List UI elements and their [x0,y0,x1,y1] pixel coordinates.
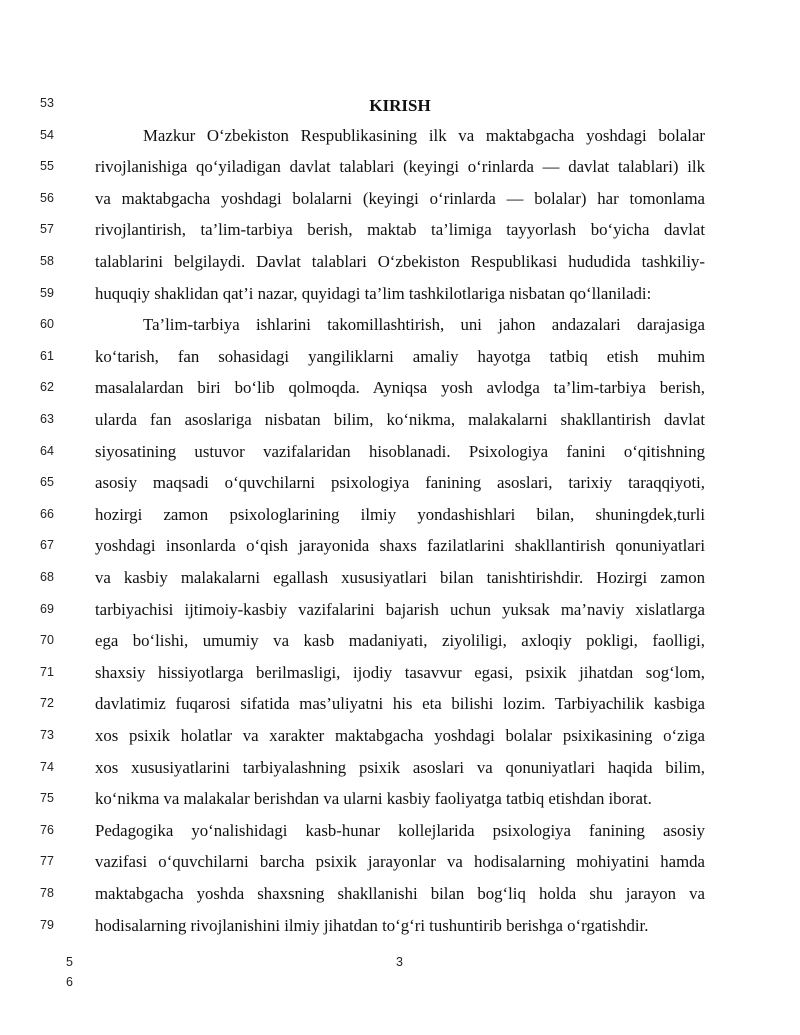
text-line: shaxsiy hissiyotlarga berilmasligi, ijodiy tasavvur egasi, psixik jihatdan sog‘lom, [95,662,705,682]
text-line: xos psixik holatlar va xarakter maktabgacha yoshdagi bolalar psixikasining o‘ziga [95,726,705,745]
line-number: 55 [40,159,54,174]
line-number: 60 [40,317,54,332]
line-number: 62 [40,380,54,395]
line-number: 57 [40,222,54,237]
text-line [95,88,705,120]
line-number: 61 [40,348,54,363]
line-number: 79 [40,917,54,932]
footer-line-number-5: 5 [66,955,73,969]
line-number: 76 [40,822,54,837]
line-number: 71 [40,664,54,679]
line-number: 53 [40,96,54,110]
text-line: hodisalarning rivojlanishini ilmiy jihatdan to‘g‘ri tushuntirib berishga o‘rgatishdir. [95,915,649,935]
line-number: 70 [40,633,54,648]
text-line: yoshdagi insonlarda o‘qish jarayonida shaxs fazilatlarini shakllantirish qonuniyatlari [95,536,705,556]
text-line: siyosatining ustuvor vazifalaridan hisoblanadi. Psixologiya fanini o‘qitishning [95,441,705,461]
text-line: maktabgacha yoshda shaxsning shakllanishi bilan bog‘liq holda shu jarayon va [95,884,705,903]
text-line: rivojlanishiga qo‘yiladigan davlat talablari (keyingi o‘rinlarda — davlat talablari) ilk [95,157,705,177]
line-number: 56 [40,190,54,205]
text-line: hozirgi zamon psixologlarining ilmiy yondashishlari bilan, shuningdek,turli [95,504,705,524]
text-line: Pedagogika yo‘nalishidagi kasb-hunar kollejlarida psixologiya fanining asosiy [95,820,705,840]
text-line: rivojlantirish, ta’lim-tarbiya berish, maktab ta’limiga tayyorlash bo‘yicha davlat [95,220,705,240]
text-line: davlatimiz fuqarosi sifatida mas’uliyatni his eta bilishi lozim. Tarbiyachilik kasbiga [95,694,705,714]
line-number: 54 [40,127,54,142]
text-line: ko‘nikma va malakalar berishdan va ularni kasbiy faoliyatga tatbiq etishdan iborat. [95,789,652,809]
text-line: masalalardan biri bo‘lib qolmoqda. Ayniqsa yosh avlodga ta’lim-tarbiya berish, [95,378,705,398]
line-number: 74 [40,759,54,774]
line-number: 77 [40,854,54,869]
line-number: 64 [40,443,54,458]
text-line: Mazkur O‘zbekiston Respublikasining ilk va maktabgacha yoshdagi bolalar [143,125,705,145]
line-number: 63 [40,412,54,426]
text-line: ko‘tarish, fan sohasidagi yangiliklarni amaliy hayotga tatbiq etish muhim [95,346,705,366]
line-number: 66 [40,506,54,521]
line-number: 59 [40,285,54,300]
footer-line-number-6: 6 [66,975,73,989]
line-number: 58 [40,254,54,268]
text-line: va maktabgacha yoshdagi bolalarni (keyingi o‘rinlarda — bolalar) har tomonlama [95,188,705,208]
text-line: xos xususiyatlarini tarbiyalashning psixik asoslari va qonuniyatlari haqida bilim, [95,757,705,777]
text-line: Ta’lim-tarbiya ishlarini takomillashtirish, uni jahon andazalari darajasiga [143,315,705,335]
text-line: vazifasi o‘quvchilarni barcha psixik jarayonlar va hodisalarning mohiyatini hamda [95,852,705,872]
text-line: asosiy maqsadi o‘quvchilarni psixologiya fanining asoslari, tarixiy taraqqiyoti, [95,473,705,493]
line-number: 67 [40,538,54,553]
text-line: ega bo‘lishi, umumiy va kasb madaniyati, ziyoliligi, axloqiy pokligi, faolligi, [95,631,705,651]
text-line: va kasbiy malakalarni egallash xususiyatlari bilan tanishtirishdir. Hozirgi zamon [95,568,705,587]
text-line: ularda fan asoslariga nisbatan bilim, ko‘nikma, malakalarni shakllantirish davlat [95,410,705,429]
text-line: huquqiy shaklidan qat’i nazar, quyidagi ta’lim tashkilotlariga nisbatan qo‘llaniladi: [95,283,652,303]
section-heading: KIRISH [369,96,431,115]
text-line: talablarini belgilaydi. Davlat talablari O‘zbekiston Respublikasi hududida tashkiliy- [95,252,705,271]
text-line: tarbiyachisi ijtimoiy-kasbiy vazifalarini bajarish uchun yuksak ma’naviy xislatlarga [95,599,705,619]
line-number: 75 [40,791,54,806]
line-number: 69 [40,601,54,616]
line-number: 68 [40,570,54,584]
line-number: 78 [40,886,54,900]
line-number: 73 [40,728,54,742]
page-number: 3 [396,955,403,969]
line-number: 65 [40,475,54,490]
line-number: 72 [40,696,54,711]
